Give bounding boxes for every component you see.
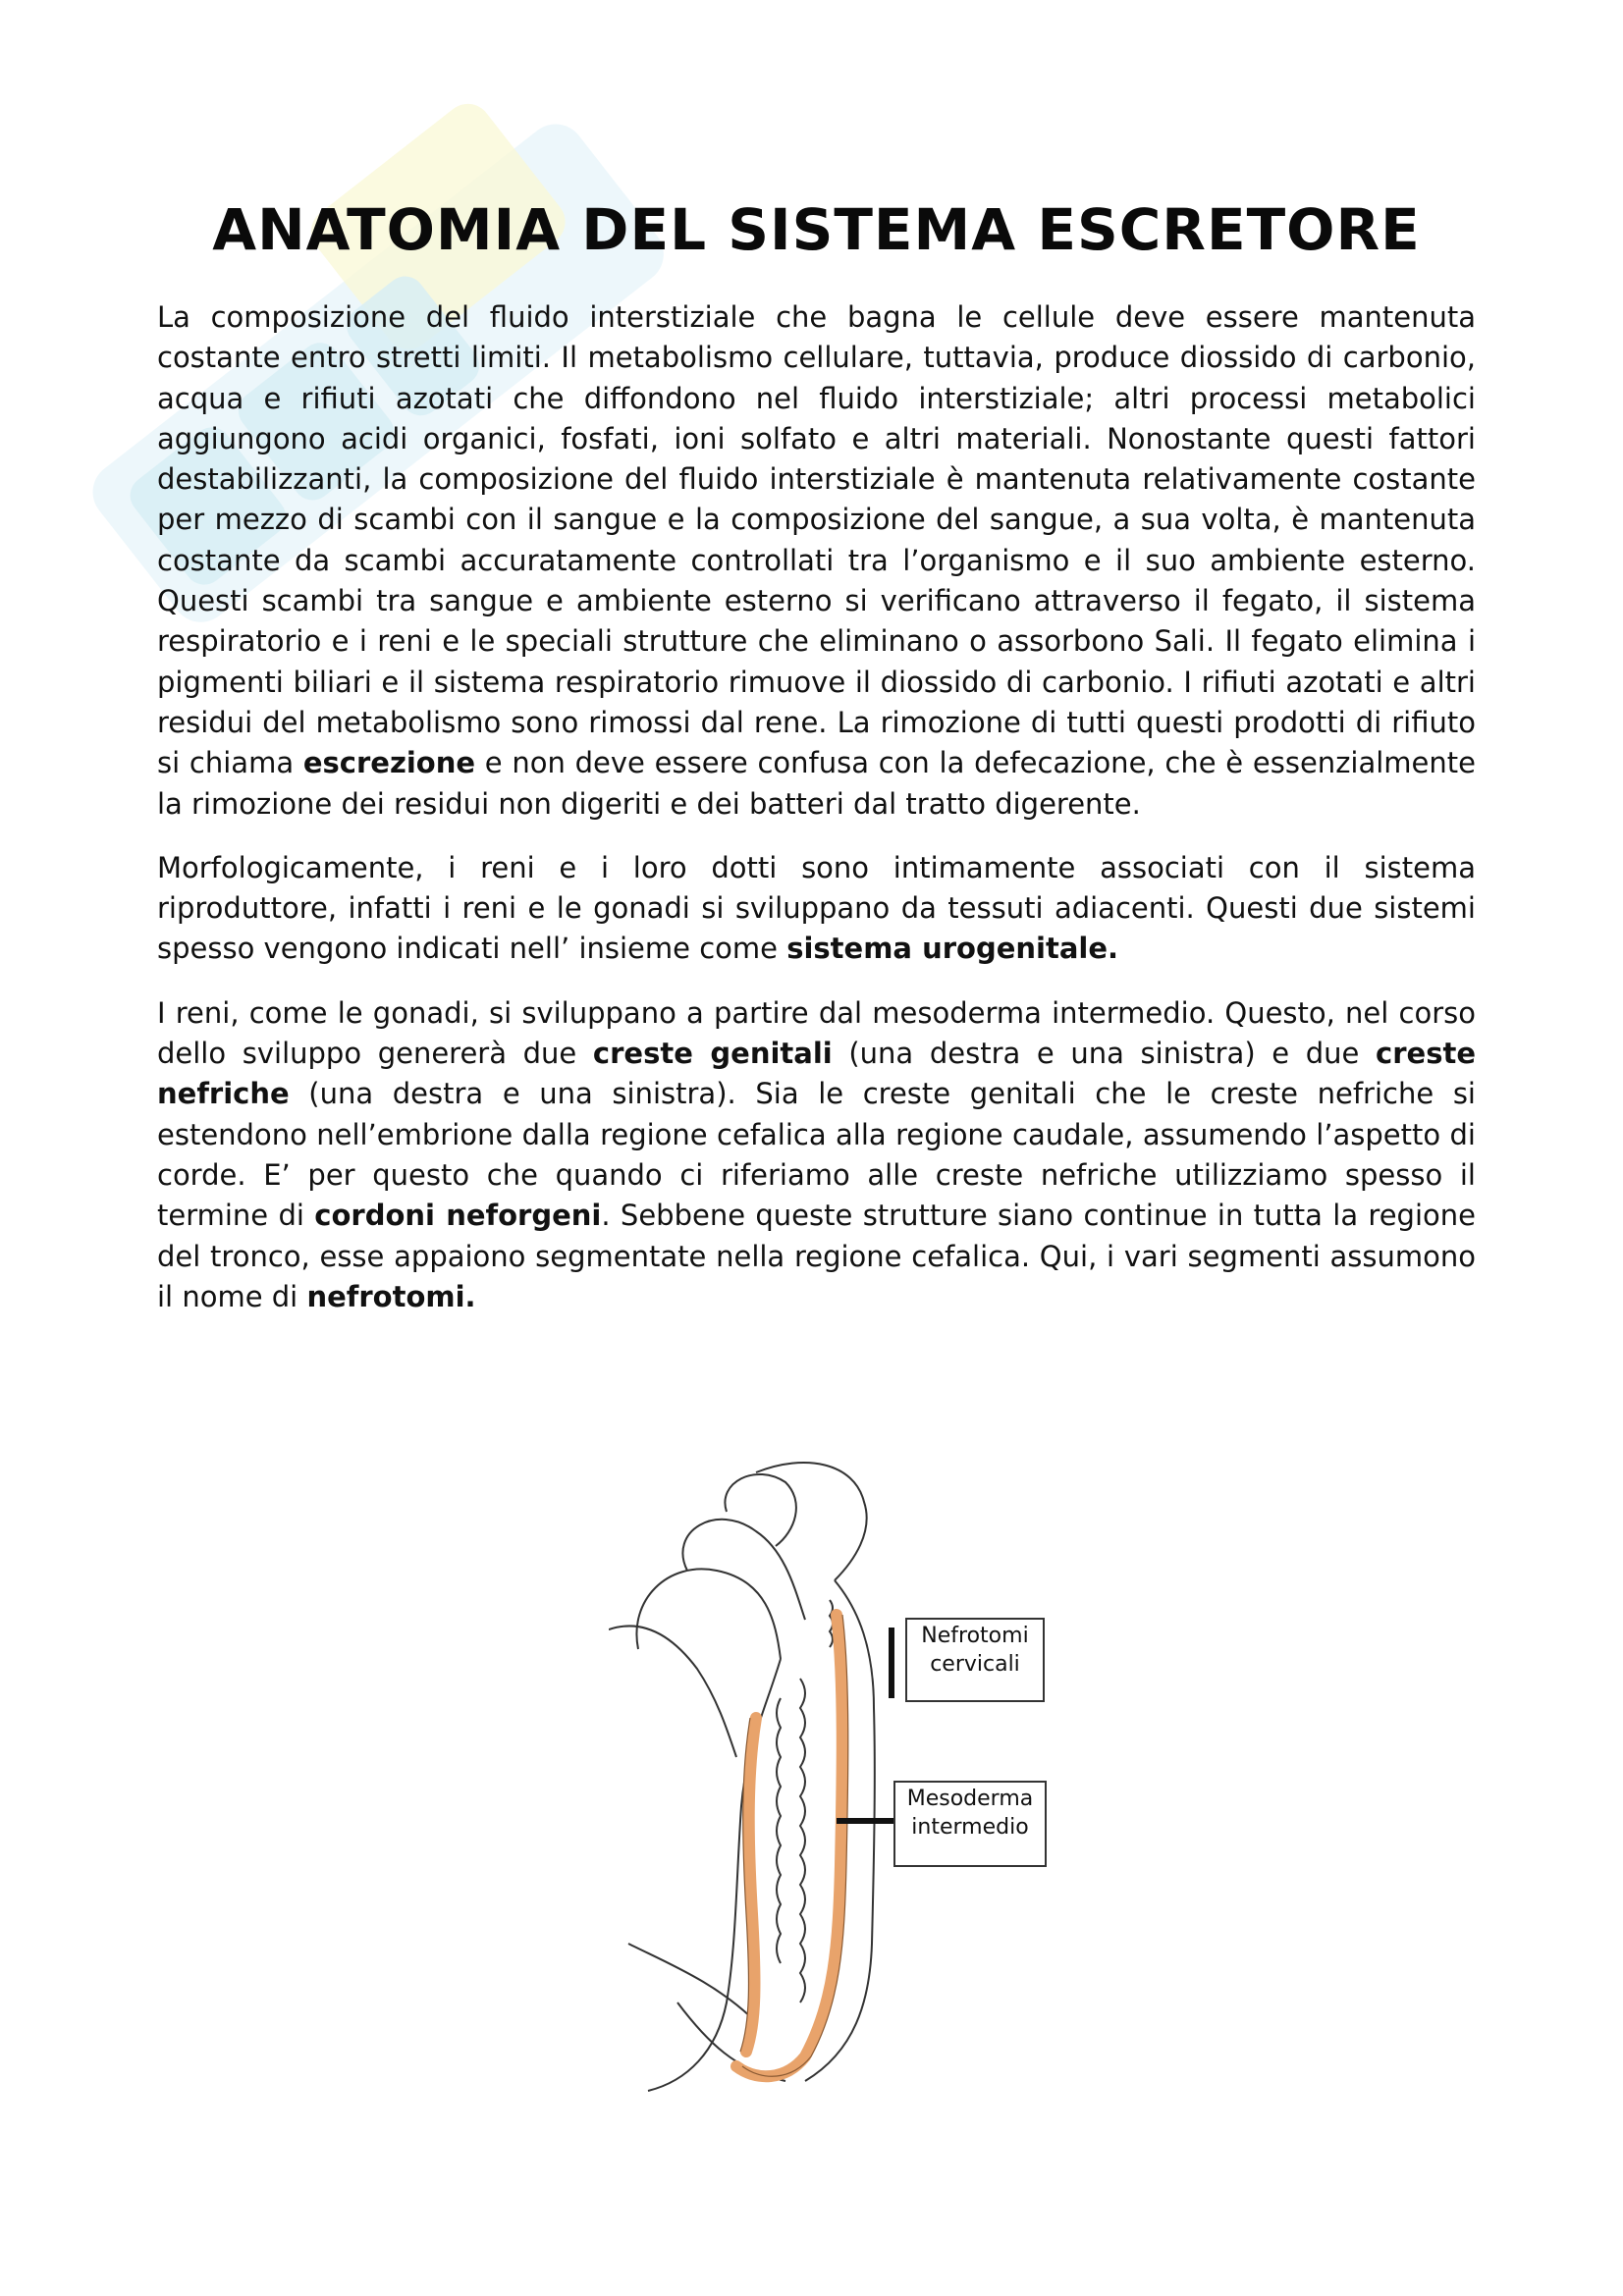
- embryo-figure: [609, 1453, 1060, 2101]
- paragraph-1: [157, 297, 1476, 825]
- label-line: cervicali: [930, 1652, 1020, 1677]
- paragraph-3: [157, 993, 1476, 1317]
- text-span: e non deve essere confusa con la defecazione, che è essenzialmente la rimozione dei residui non digeriti e dei batteri dal tratto digerente.: [157, 746, 1476, 821]
- label-line: intermedio: [911, 1815, 1029, 1840]
- label-line: Nefrotomi: [921, 1624, 1029, 1648]
- text-span: (una destra e una sinistra) e due: [832, 1037, 1377, 1071]
- bold-term-nefrotomi: nefrotomi.: [306, 1279, 476, 1313]
- label-mesoderma-intermedio: [893, 1781, 1047, 1867]
- text-span: . Sebbene queste strutture siano continue in tutta la regione del tronco, esse appaiono segmentate nella regione cefalica. Qui, i vari segmenti assumono il nome di: [157, 1199, 1476, 1313]
- page-title: ANATOMIA DEL SISTEMA ESCRETORE: [212, 196, 1421, 263]
- bold-term-cordoni-neforgeni: cordoni neforgeni: [314, 1199, 602, 1233]
- bold-term-creste-genitali: creste genitali: [592, 1037, 833, 1071]
- text-span: (una destra e una sinistra). Sia le creste genitali che le creste nefriche si estendono nell’embrione dalla regione cefalica alla regione caudale, assumendo l’aspetto di corde. E’ per questo che quando ci riferiamo alle creste nefriche utilizziamo spesso il termine di: [157, 1077, 1476, 1233]
- text-span: I reni, come le gonadi, si sviluppano a partire dal mesoderma intermedio. Questo, nel corso dello sviluppo genererà due: [157, 995, 1476, 1071]
- text-span: Morfologicamente, i reni e i loro dotti sono intimamente associati con il sistema riproduttore, infatti i reni e le gonadi si sviluppano da tessuti adiacenti. Questi due sistemi spesso vengono indicati nell’ insieme come: [157, 850, 1476, 966]
- bold-term-creste-nefriche: creste nefriche: [157, 1037, 1476, 1111]
- label-line: Mesoderma: [906, 1787, 1034, 1811]
- embryo-illustration: [609, 1453, 1060, 2101]
- bold-term-sistema-urogenitale: sistema urogenitale.: [786, 932, 1119, 966]
- bold-term-escrezione: escrezione: [302, 746, 476, 780]
- label-nefrotomi-cervicali: [905, 1618, 1045, 1702]
- paragraph-2: [157, 848, 1476, 970]
- body-text: [157, 297, 1476, 1341]
- text-span: La composizione del fluido interstiziale che bagna le cellule deve essere mantenuta costante entro stretti limiti. Il metabolismo cellulare, tuttavia, produce diossido di carbonio, acqua e rifiuti azotati che diffondono nel fluido interstiziale; altri processi metabolici aggiungono acidi organici, fosfati, ioni solfato e altri materiali. Nonostante questi fattori destabilizzanti, la composizione del fluido interstiziale è mantenuta relativamente costante per mezzo di scambi con il sangue e la composizione del sangue, a sua volta, è mantenuta costante da scambi accuratamente controllati tra l’organismo e il suo ambiente esterno. Questi scambi tra sangue e ambiente esterno si verificano attraverso il fegato, il sistema respiratorio e i reni e le speciali strutture che eliminano o assorbono Sali. Il fegato elimina i pigmenti biliari e il sistema respiratorio rimuove il diossido di carbonio. I rifiuti azotati e altri residui del metabolismo sono rimossi dal rene. La rimozione di tutti questi prodotti di rifiuto si chiama: [157, 300, 1476, 780]
